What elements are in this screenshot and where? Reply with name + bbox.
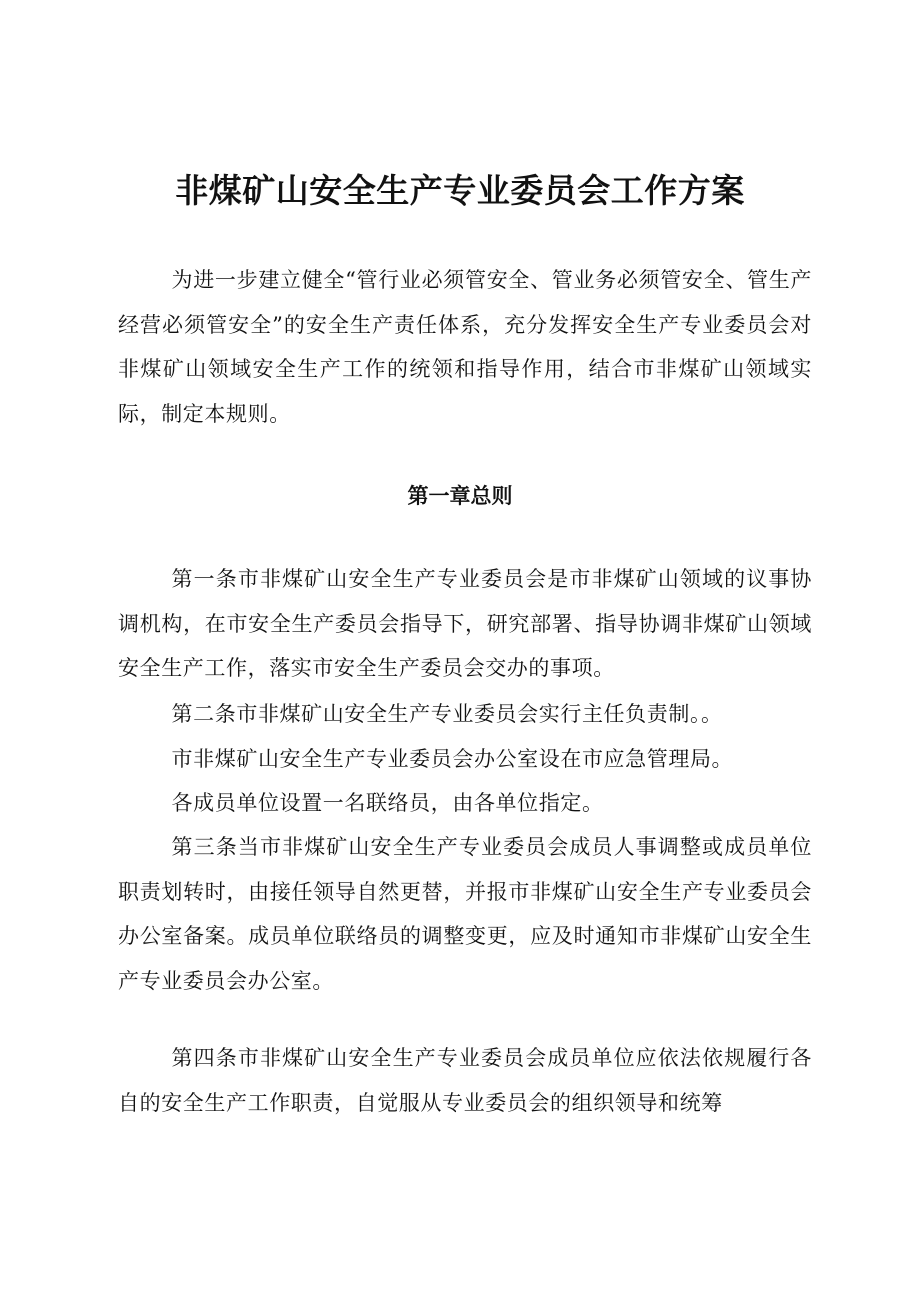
article-1-paragraph: 第一条市非煤矿山安全生产专业委员会是市非煤矿山领域的议事协调机构，在市安全生产委员会指导下，研究部署、指导协调非煤矿山领域安全生产工作，落实市安全生产委员会交办的事项。: [118, 567, 812, 680]
chapter-heading: 第一章总则: [407, 484, 513, 508]
article-4-paragraph: 第四条市非煤矿山安全生产专业委员会成员单位应依法依规履行各自的安全生产工作职责，自觉服从专业委员会的组织领导和统筹: [118, 1046, 812, 1115]
document-title: 非煤矿山安全生产专业委员会工作方案: [175, 171, 745, 210]
office-location-paragraph: 市非煤矿山安全生产专业委员会办公室设在市应急管理局。: [171, 747, 734, 771]
liaison-paragraph: 各成员单位设置一名联络员，由各单位指定。: [171, 791, 604, 815]
article-3-paragraph: 第三条当市非煤矿山安全生产专业委员会成员人事调整或成员单位职责划转时，由接任领导自然更替，并报市非煤矿山安全生产专业委员会办公室备案。成员单位联络员的调整变更，应及时通知市非煤矿山安全生产专业委员会办公室。: [118, 835, 812, 993]
intro-paragraph: 为进一步建立健全“管行业必须管安全、管业务必须管安全、管生产经营必须管安全”的安全生产责任体系，充分发挥安全生产专业委员会对非煤矿山领域安全生产工作的统领和指导作用，结合市非煤矿山领域实际，制定本规则。: [118, 268, 812, 426]
article-2-paragraph: 第二条市非煤矿山安全生产专业委员会实行主任负责制。。: [171, 702, 723, 726]
